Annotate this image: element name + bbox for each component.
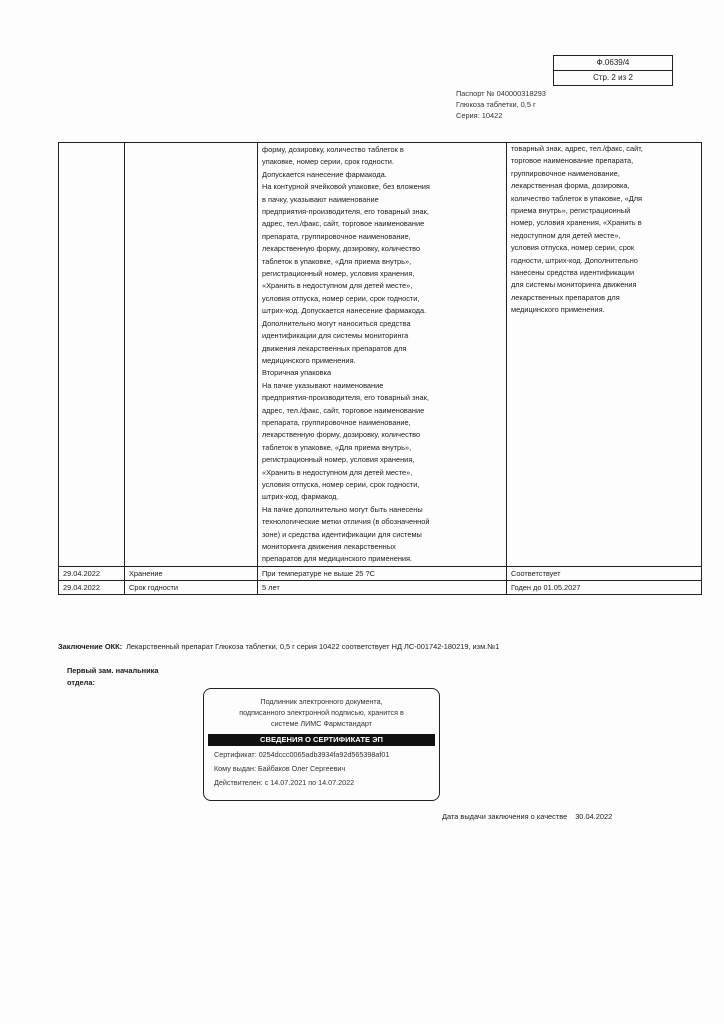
- form-code: Ф.0639/4: [596, 58, 630, 67]
- text-line: Вторичная упаковка: [262, 368, 332, 378]
- signer-block: [67, 665, 159, 689]
- text-line: препарата, группировочное наименование,: [262, 231, 411, 241]
- text-line: Дополнительно могут наноситься средства: [262, 318, 411, 328]
- issue-date-label: Дата выдачи заключения о качестве: [442, 812, 568, 821]
- text-line: таблеток в упаковке, «Для приема внутрь»,: [262, 442, 412, 452]
- text-line: медицинского применения.: [262, 355, 356, 365]
- conclusion-text: Лекарственный препарат Глюкоза таблетки, 0,5 г серия 10422 соответствует НД ЛС-001742-180219, изм.№1: [126, 642, 500, 651]
- indicator-cell: Хранение: [125, 566, 258, 580]
- electronic-signature-stamp: [203, 688, 440, 801]
- result-cell: Годен до 01.05.2027: [507, 580, 702, 594]
- text-line: условия отпуска, номер серии, срок годности,: [262, 293, 420, 303]
- requirement-cell: 5 лет: [258, 580, 507, 594]
- text-line: номер, условия хранения, «Хранить в: [511, 218, 642, 228]
- text-line: количество таблеток в упаковке, «Для: [511, 193, 643, 203]
- date-cell: 29.04.2022: [59, 580, 125, 594]
- requirement-cell: При температуре не выше 25 ?С: [258, 566, 507, 580]
- page-number: Стр. 2 из 2: [554, 70, 672, 85]
- text-line: «Хранить в недоступном для детей месте»,: [262, 281, 413, 291]
- stamp-line: Подлинник электронного документа,: [260, 697, 383, 706]
- signer-department: отдела:: [67, 678, 95, 687]
- text-line: На пачке указывают наименование: [262, 380, 384, 390]
- issue-date-line: [442, 812, 612, 821]
- passport-number: Паспорт № 040000318293: [456, 89, 546, 98]
- stamp-notice: [204, 696, 439, 729]
- text-line: торговое наименование препарата,: [511, 156, 634, 166]
- text-line: условия отпуска, номер серии, срок годности,: [262, 479, 420, 489]
- form-code-box: [553, 55, 673, 86]
- certificate-number: Сертификат: 0254dccc0065adb3934fa92d565398af01: [214, 750, 390, 759]
- text-line: идентификации для системы мониторинга: [262, 331, 409, 341]
- date-cell: 29.04.2022: [59, 566, 125, 580]
- text-line: адрес, тел./факс, сайт, торговое наименование: [262, 219, 425, 229]
- date-cell: [59, 143, 125, 567]
- text-line: товарный знак, адрес, тел./факс, сайт,: [511, 144, 643, 153]
- signer-position: Первый зам. начальника: [67, 666, 159, 675]
- text-line: лекарственную форму, дозировку, количество: [262, 430, 421, 440]
- passport-block: [456, 88, 546, 121]
- text-line: предприятия-производителя, его товарный знак,: [262, 207, 429, 217]
- text-line: штрих-код, фармакод.: [262, 492, 339, 502]
- certificate-validity: Действителен: с 14.07.2021 по 14.07.2022: [214, 778, 355, 787]
- stamp-line: подписанного электронной подписью, хранится в: [239, 708, 404, 717]
- text-line: На пачке дополнительно могут быть нанесены: [262, 504, 423, 514]
- stamp-line: системе ЛИМС Фармстандарт: [271, 719, 372, 728]
- text-line: таблеток в упаковке, «Для приема внутрь»,: [262, 256, 412, 266]
- text-line: для системы мониторинга движения: [511, 280, 637, 290]
- text-line: На контурной ячейковой упаковке, без вложения: [262, 182, 430, 192]
- results-table: [58, 142, 702, 595]
- text-line: «Хранить в недоступном для детей месте»,: [262, 467, 413, 477]
- text-line: адрес, тел./факс, сайт, торговое наименование: [262, 405, 425, 415]
- conclusion: [58, 642, 499, 651]
- text-line: штрих-код. Допускается нанесение фармакода.: [262, 306, 427, 316]
- text-line: зоне) и средства идентификации для системы: [262, 529, 422, 539]
- requirement-cell: [258, 143, 507, 567]
- table-row: [59, 566, 702, 580]
- text-line: препарата, группировочное наименование,: [262, 417, 411, 427]
- text-line: недоступном для детей месте»,: [511, 230, 621, 240]
- text-line: форму, дозировку, количество таблеток в: [262, 145, 404, 154]
- text-line: лекарственная форма, дозировка,: [511, 181, 630, 191]
- text-line: группировочное наименование,: [511, 168, 620, 178]
- text-line: упаковке, номер серии, срок годности.: [262, 157, 394, 167]
- text-line: Допускается нанесение фармакода.: [262, 169, 387, 179]
- text-line: приема внутрь», регистрационный: [511, 206, 631, 216]
- indicator-cell: [125, 143, 258, 567]
- text-line: технологические метки отличия (в обозначенной: [262, 517, 430, 527]
- text-line: предприятия-производителя, его товарный знак,: [262, 393, 429, 403]
- table-row: [59, 143, 702, 567]
- result-cell: [507, 143, 702, 567]
- text-line: препаратов для медицинского применения.: [262, 554, 413, 564]
- table-row: [59, 580, 702, 594]
- text-line: движения лекарственных препаратов для: [262, 343, 407, 353]
- text-line: условия отпуска, номер серии, срок: [511, 243, 635, 253]
- text-line: лекарственную форму, дозировку, количество: [262, 244, 421, 254]
- certificate-header: СВЕДЕНИЯ О СЕРТИФИКАТЕ ЭП: [208, 734, 435, 746]
- certificate-owner: Кому выдан: Байбаков Олег Сергеевич: [214, 764, 346, 773]
- text-line: в пачку, указывают наименование: [262, 194, 379, 204]
- text-line: лекарственных препаратов для: [511, 292, 620, 302]
- text-line: нанесены средства идентификации: [511, 268, 635, 278]
- product-name: Глюкоза таблетки, 0,5 г: [456, 100, 536, 109]
- text-line: годности, штрих-код. Дополнительно: [511, 255, 638, 265]
- text-line: регистрационный номер, условия хранения,: [262, 455, 415, 465]
- series-number: Серия: 10422: [456, 111, 503, 120]
- indicator-cell: Срок годности: [125, 580, 258, 594]
- conclusion-label: Заключение ОКК:: [58, 642, 123, 651]
- issue-date-value: 30.04.2022: [575, 812, 613, 821]
- text-line: медицинского применения.: [511, 305, 605, 315]
- text-line: мониторинга движения лекарственных: [262, 542, 396, 551]
- certificate-details: [214, 748, 439, 790]
- text-line: регистрационный номер, условия хранения,: [262, 269, 415, 279]
- result-cell: Соответствует: [507, 566, 702, 580]
